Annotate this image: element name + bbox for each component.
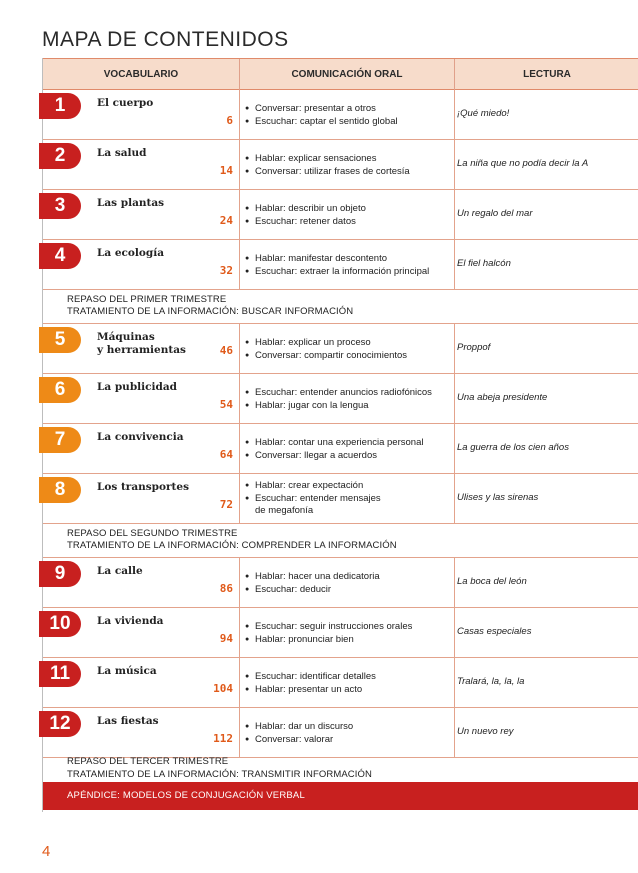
comunicacion-item: ● Conversar: presentar a otros [245,103,451,116]
unit-page-number: 72 [219,498,233,511]
unit-title [97,247,164,260]
column-divider [454,424,455,473]
column-divider [454,558,455,607]
unit-title [97,97,153,110]
unit-page-number: 94 [219,632,233,645]
unit-title-text: La salud [97,147,147,159]
unit-title [97,147,147,160]
column-divider [239,90,240,139]
comunicacion-item: ● Hablar: dar un discurso [245,721,451,734]
unit-title [97,381,177,394]
unit-title [97,197,164,210]
comunicacion-item: ● Conversar: utilizar frases de cortesía [245,166,451,179]
comunicacion-item: ● Escuchar: deducir [245,584,451,597]
lectura-title: Un regalo del mar [457,208,533,219]
unit-title-text: Las plantas [97,197,165,209]
comunicacion-list [245,153,451,178]
contents-table [42,58,638,812]
comunicacion-list [245,103,451,128]
unit-row-5 [43,324,638,374]
unit-row-1 [43,90,638,140]
comunicacion-item: ● Hablar: presentar un acto [245,684,451,697]
comunicacion-list [245,621,451,646]
column-divider [454,374,455,423]
unit-title-text: Los transportes [97,481,190,493]
column-divider [239,190,240,239]
unit-title-text: El cuerpo [97,97,154,109]
comunicacion-list [245,721,451,746]
comunicacion-item: ● Escuchar: entender mensajes [245,493,451,506]
unit-row-3 [43,190,638,240]
unit-title [97,481,189,494]
comunicacion-item: ● Hablar: hacer una dedicatoria [245,571,451,584]
comunicacion-item: ● Hablar: pronunciar bien [245,634,451,647]
column-divider [239,608,240,657]
unit-title [97,431,184,444]
header-vocabulario: VOCABULARIO [103,69,179,80]
page-title: MAPA DE CONTENIDOS [42,28,289,51]
comunicacion-item: ● Conversar: compartir conocimientos [245,350,451,363]
comunicacion-item: ● Hablar: manifestar descontento [245,253,451,266]
unit-title-text: Máquinas [97,331,155,343]
unit-page-number: 54 [219,398,233,411]
apendice-bar: APÉNDICE: MODELOS DE CONJUGACIÓN VERBAL [43,782,638,810]
unit-page-number: 14 [219,164,233,177]
column-divider [239,240,240,289]
column-divider [239,658,240,707]
unit-row-2 [43,140,638,190]
lectura-title: La niña que no podía decir la A [457,158,589,169]
column-divider [454,658,455,707]
comunicacion-list [245,437,451,462]
repaso-row-1 [43,290,638,324]
comunicacion-item: ● Hablar: describir un objeto [245,203,451,216]
unit-row-7 [43,424,638,474]
unit-page-number: 64 [219,448,233,461]
lectura-title: ¡Qué miedo! [457,108,510,119]
unit-title [97,615,163,628]
comunicacion-item: ● Escuchar: retener datos [245,216,451,229]
unit-title-text: La vivienda [97,615,164,627]
comunicacion-item: ● Conversar: llegar a acuerdos [245,450,451,463]
lectura-title: Casas especiales [457,626,532,637]
lectura-title: La boca del león [457,576,527,587]
tratamiento-info: TRATAMIENTO DE LA INFORMACIÓN: BUSCAR INFORMACIÓN [67,306,354,317]
comunicacion-item: ● Escuchar: seguir instrucciones orales [245,621,451,634]
repaso-row-3 [43,758,638,782]
column-divider [239,324,240,373]
unit-page-number: 112 [213,732,233,745]
unit-page-number: 32 [219,264,233,277]
unit-title [97,565,143,578]
comunicacion-item: ● Escuchar: identificar detalles [245,671,451,684]
unit-title-text: La ecología [97,247,165,259]
unit-number-badge: 2 [39,143,81,169]
unit-number-badge: 10 [39,611,81,637]
unit-number-badge: 3 [39,193,81,219]
unit-number-badge: 4 [39,243,81,269]
unit-row-4 [43,240,638,290]
tratamiento-info: TRATAMIENTO DE LA INFORMACIÓN: COMPRENDER LA INFORMACIÓN [67,540,397,551]
repaso-title: REPASO DEL TERCER TRIMESTRE [67,756,229,767]
column-divider [239,558,240,607]
lectura-title: Tralará, la, la, la [457,676,525,687]
unit-title-text-2: y herramientas [97,344,186,356]
unit-row-8 [43,474,638,524]
unit-title-text: La calle [97,565,143,577]
unit-title-text: La convivencia [97,431,184,443]
comunicacion-list [245,571,451,596]
column-divider [454,140,455,189]
unit-number-badge: 11 [39,661,81,687]
unit-row-10 [43,608,638,658]
lectura-title: Un nuevo rey [457,726,514,737]
comunicacion-list [245,253,451,278]
column-divider [454,90,455,139]
unit-page-number: 46 [219,344,233,357]
lectura-title: El fiel halcón [457,258,511,269]
unit-page-number: 104 [213,682,233,695]
repaso-title: REPASO DEL PRIMER TRIMESTRE [67,294,227,305]
comunicacion-item: ● Escuchar: captar el sentido global [245,116,451,129]
lectura-title: La guerra de los cien años [457,442,569,453]
column-divider [239,474,240,523]
lectura-title: Ulises y las sirenas [457,492,539,503]
comunicacion-item: ● Escuchar: extraer la información principal [245,266,451,279]
column-divider [239,374,240,423]
comunicacion-item: ● Hablar: explicar un proceso [245,337,451,350]
comunicacion-list [245,337,451,362]
column-divider [239,140,240,189]
unit-title-text: La música [97,665,157,677]
comunicacion-item: ● Hablar: jugar con la lengua [245,400,451,413]
unit-row-12 [43,708,638,758]
comunicacion-item: ● Hablar: explicar sensaciones [245,153,451,166]
unit-title [97,715,159,728]
comunicacion-item: ● Escuchar: entender anuncios radiofónicos [245,387,451,400]
comunicacion-item: ● Hablar: contar una experiencia personal [245,437,451,450]
comunicacion-item: ● Conversar: valorar [245,734,451,747]
unit-title [97,665,157,678]
unit-number-badge: 7 [39,427,81,453]
unit-row-9 [43,558,638,608]
repaso-title: REPASO DEL SEGUNDO TRIMESTRE [67,528,238,539]
unit-number-badge: 6 [39,377,81,403]
header-lectura: LECTURA [523,69,571,80]
comunicacion-item: ● Hablar: crear expectación [245,480,451,493]
unit-title [97,331,186,357]
unit-number-badge: 5 [39,327,81,353]
table-header [43,58,638,90]
unit-number-badge: 1 [39,93,81,119]
column-divider [454,608,455,657]
comunicacion-list [245,671,451,696]
header-comunicacion: COMUNICACIÓN ORAL [291,69,403,80]
comunicacion-item-cont: de megafonía [255,505,314,516]
lectura-title: Una abeja presidente [457,392,548,403]
unit-row-6 [43,374,638,424]
comunicacion-list [245,387,451,412]
repaso-row-2 [43,524,638,558]
column-divider [454,240,455,289]
column-divider [239,708,240,757]
unit-title-text: La publicidad [97,381,178,393]
page-number: 4 [42,843,51,860]
unit-number-badge: 9 [39,561,81,587]
unit-page-number: 24 [219,214,233,227]
column-divider [454,474,455,523]
column-divider [454,708,455,757]
unit-title-text: Las fiestas [97,715,159,727]
lectura-title: Proppof [457,342,491,353]
column-divider [454,190,455,239]
column-divider [454,324,455,373]
unit-number-badge: 8 [39,477,81,503]
column-divider [239,424,240,473]
unit-page-number: 86 [219,582,233,595]
unit-number-badge: 12 [39,711,81,737]
comunicacion-list [245,203,451,228]
unit-row-11 [43,658,638,708]
tratamiento-info: TRATAMIENTO DE LA INFORMACIÓN: TRANSMITIR INFORMACIÓN [67,769,372,780]
unit-page-number: 6 [226,114,233,127]
comunicacion-list [245,480,451,518]
